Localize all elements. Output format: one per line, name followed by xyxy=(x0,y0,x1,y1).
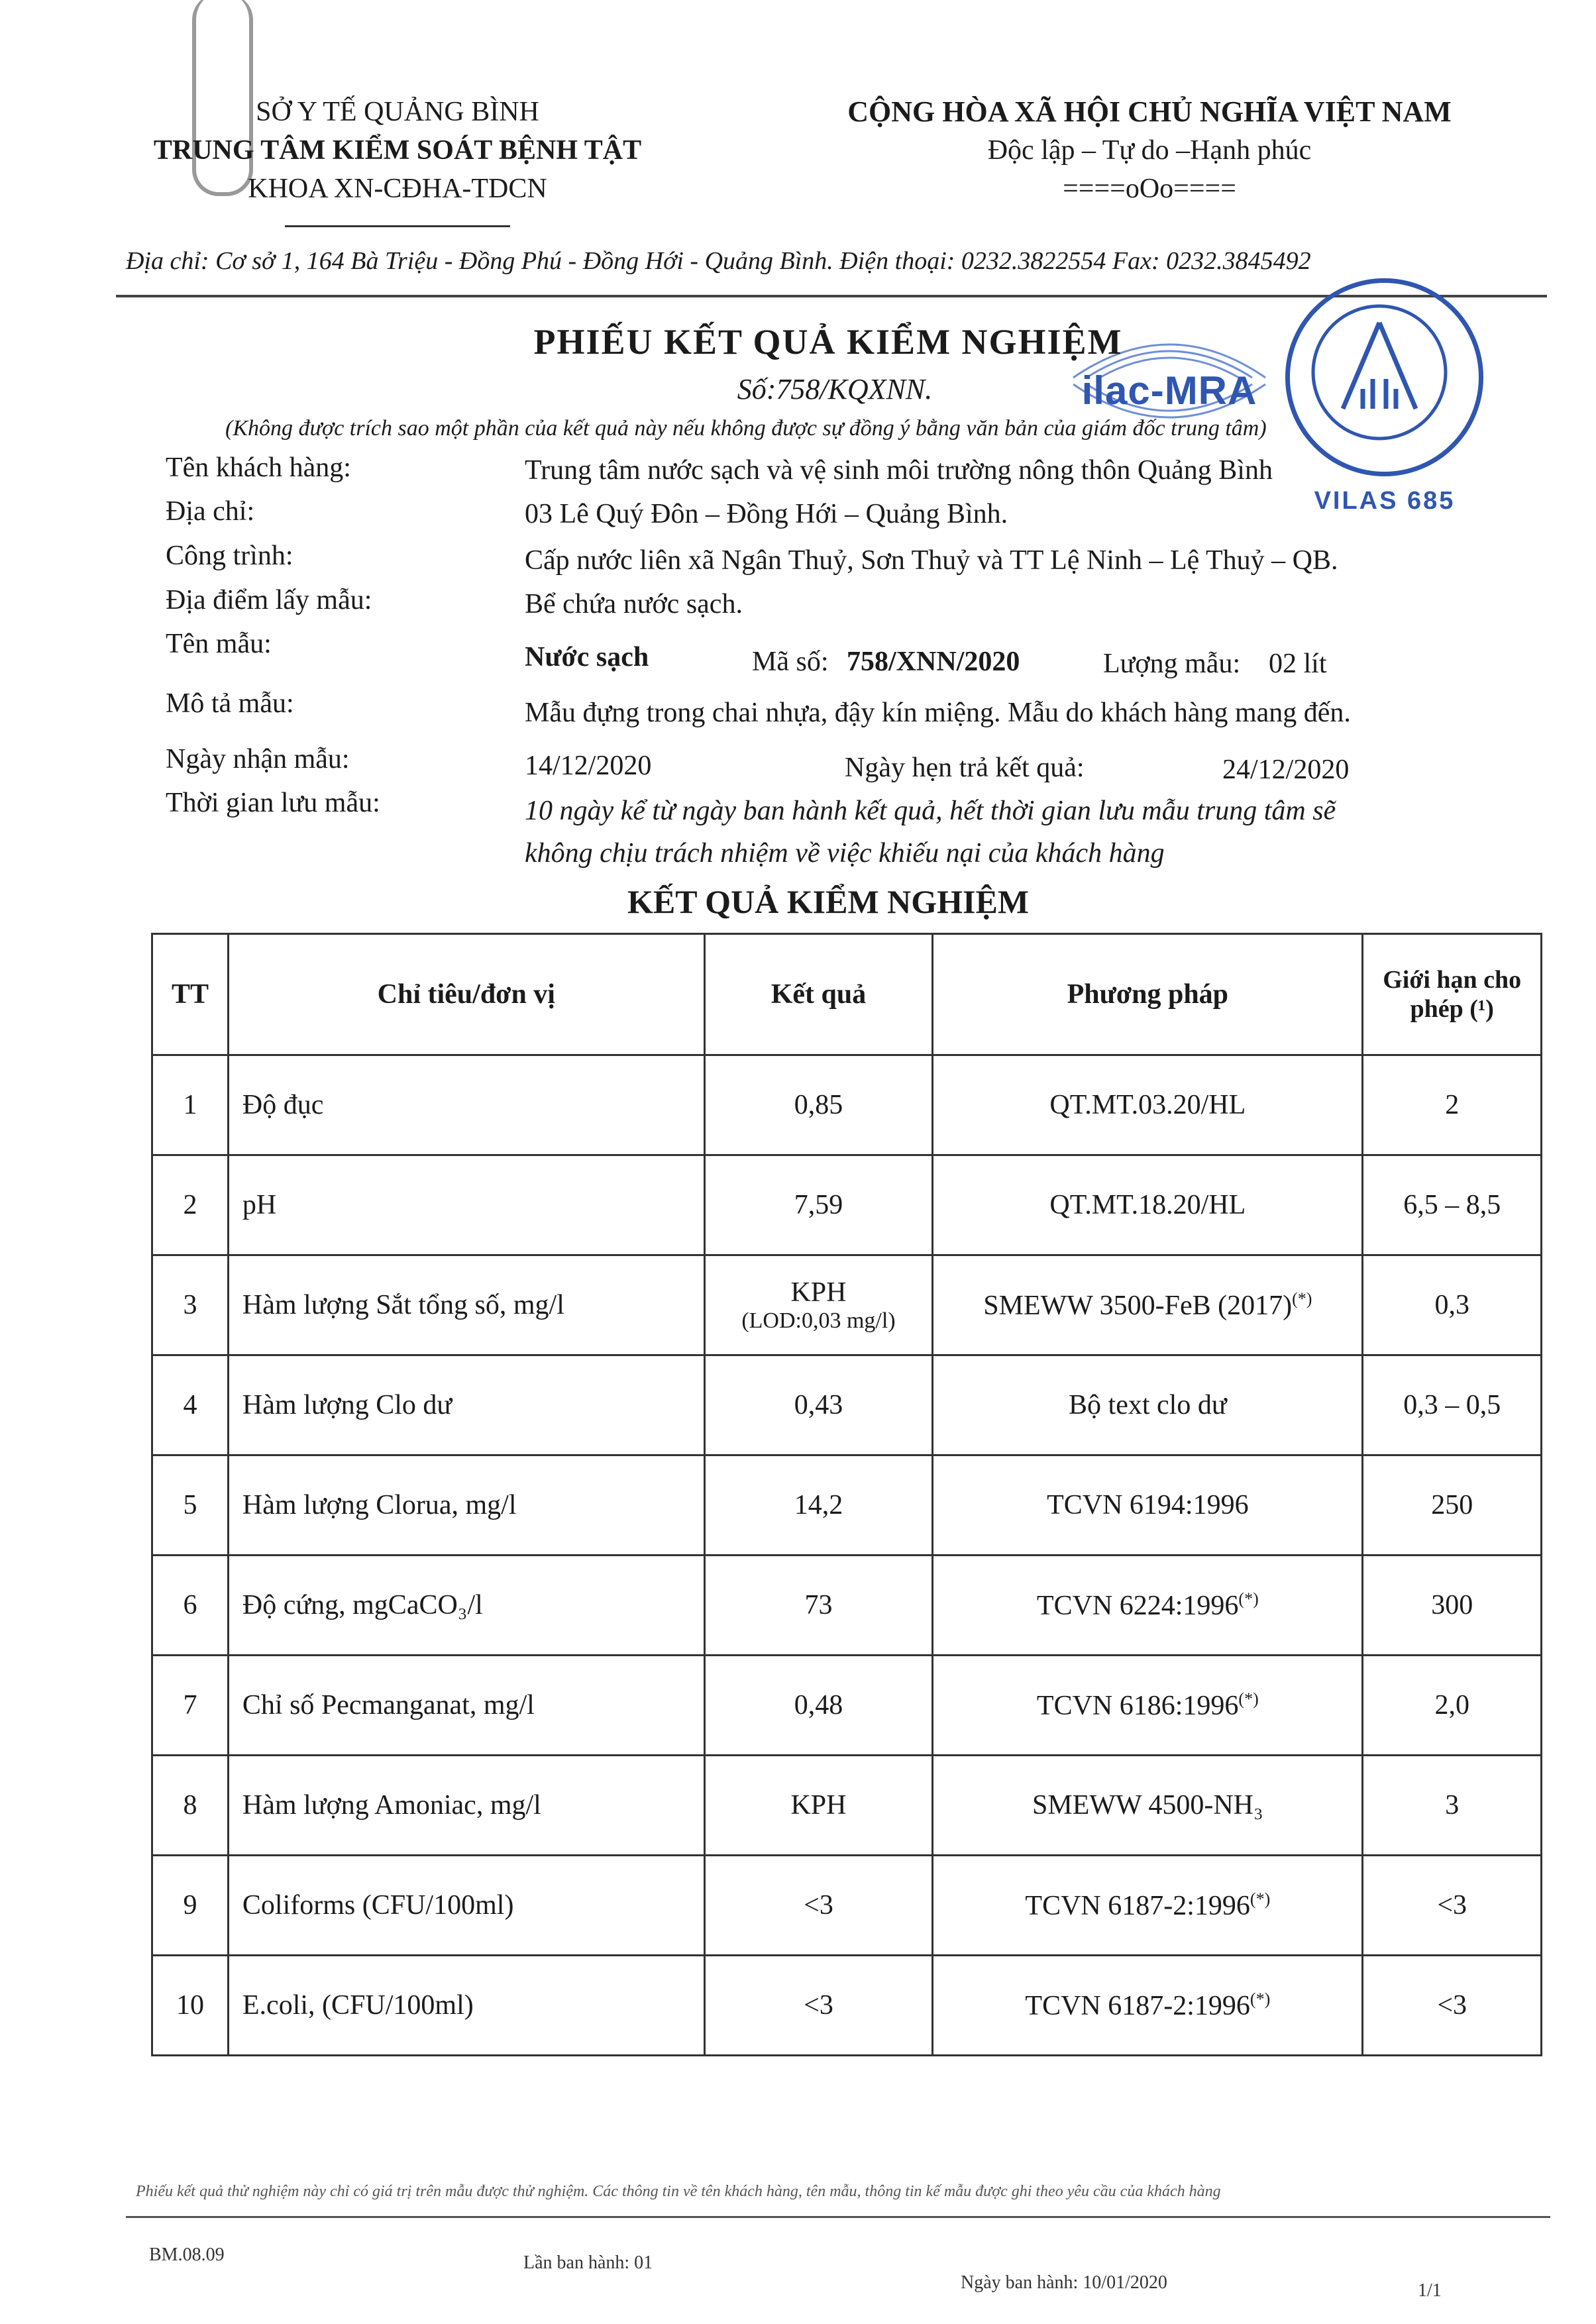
sample-code-label: Mã số: xyxy=(752,647,829,677)
org-department: KHOA XN-CĐHA-TDCN xyxy=(248,174,547,204)
indicator-name: pH xyxy=(242,1190,277,1220)
copy-restriction-note: (Không được trích sao một phần của kết quả này nếu không được sự đồng ý bằng văn bản của giám đốc trung tâm) xyxy=(225,416,1267,441)
limit-value: 6,5 – 8,5 xyxy=(1403,1190,1501,1220)
vilas-code: VILAS 685 xyxy=(1314,487,1456,515)
form-code: BM.08.09 xyxy=(149,2245,225,2265)
table-row xyxy=(152,1956,1542,2056)
indicator-name: Coliforms (CFU/100ml) xyxy=(242,1890,514,1921)
contact-address-line: Địa chỉ: Cơ sở 1, 164 Bà Triệu - Đồng Phú - Đồng Hới - Quảng Bình. Điện thoại: 0232.3822554 Fax: 0232.3845492 xyxy=(126,247,1311,275)
result-value: KPH xyxy=(790,1790,847,1821)
method-accredited-mark: (*) xyxy=(1250,1889,1271,1909)
storage-time-line-2: không chịu trách nhiệm về việc khiếu nại của khách hàng xyxy=(525,838,1165,869)
method-accredited-mark: (*) xyxy=(1238,1589,1259,1609)
limit-value: 0,3 xyxy=(1434,1290,1469,1320)
indicator-name: Chỉ số Pecmanganat, mg/l xyxy=(242,1690,535,1720)
indicator-name: E.coli, (CFU/100ml) xyxy=(242,1990,474,2021)
received-date-value: 14/12/2020 xyxy=(525,751,652,781)
indicator-name: Hàm lượng Amoniac, mg/l xyxy=(242,1790,541,1821)
row-number: 5 xyxy=(183,1490,197,1520)
header-tt: TT xyxy=(152,934,229,1055)
return-date-label: Ngày hẹn trả kết quả: xyxy=(845,753,1085,783)
method-value: TCVN 6186:1996 xyxy=(1036,1690,1239,1721)
row-number: 1 xyxy=(183,1090,197,1120)
organization-header xyxy=(106,93,689,208)
limit-value: 2 xyxy=(1445,1090,1460,1120)
sample-quantity-label: Lượng mẫu: xyxy=(1103,649,1241,679)
project-label: Công trình: xyxy=(166,541,293,571)
org-ministry: SỞ Y TẾ QUẢNG BÌNH xyxy=(256,97,539,127)
method-accredited-mark: (*) xyxy=(1292,1289,1312,1308)
indicator-name: Hàm lượng Clo dư xyxy=(242,1390,452,1420)
table-row xyxy=(152,1355,1542,1455)
issue-number: Lần ban hành: 01 xyxy=(523,2252,653,2273)
limit-value: <3 xyxy=(1437,1990,1467,2021)
nation-title: CỘNG HÒA XÃ HỘI CHỦ NGHĨA VIỆT NAM xyxy=(847,95,1452,128)
table-row xyxy=(152,1055,1542,1155)
row-number: 7 xyxy=(183,1690,197,1720)
return-date-value: 24/12/2020 xyxy=(1222,755,1350,785)
table-header-row xyxy=(152,934,1542,1055)
address-label: Địa chỉ: xyxy=(166,496,255,527)
limit-value: 300 xyxy=(1431,1590,1473,1620)
result-value: 14,2 xyxy=(794,1490,843,1520)
limit-value: <3 xyxy=(1437,1890,1467,1921)
method-accredited-mark: (*) xyxy=(1238,1689,1259,1709)
method-value: Bộ text clo dư xyxy=(1069,1390,1227,1420)
result-value: 0,48 xyxy=(794,1690,843,1720)
result-value: 73 xyxy=(804,1590,833,1620)
row-number: 3 xyxy=(183,1290,197,1320)
customer-label: Tên khách hàng: xyxy=(166,452,351,483)
table-row xyxy=(152,1756,1542,1856)
footer-disclaimer: Phiếu kết quả thử nghiệm này chỉ có giá trị trên mẫu được thử nghiệm. Các thông tin về tên khách hàng, tên mẫu, thông tin kế mẫu được ghi theo yêu cầu của khách hàng xyxy=(136,2183,1221,2200)
sampling-location-label: Địa điểm lấy mẫu: xyxy=(166,585,372,615)
indicator-name: Độ cứng, mgCaCO₃/l xyxy=(242,1590,483,1620)
header-limit: Giới hạn cho phép (¹) xyxy=(1363,934,1542,1055)
accreditation-seal xyxy=(1285,278,1483,476)
result-value: 7,59 xyxy=(794,1190,843,1220)
row-number: 4 xyxy=(183,1390,197,1420)
national-header xyxy=(769,93,1530,208)
table-row xyxy=(152,1255,1542,1355)
header-indicator: Chỉ tiêu/đơn vị xyxy=(228,934,704,1055)
customer-value: Trung tâm nước sạch và vệ sinh môi trường nông thôn Quảng Bình xyxy=(525,455,1273,486)
limit-value: 3 xyxy=(1445,1790,1460,1821)
storage-time-line-1: 10 ngày kể từ ngày ban hành kết quả, hết thời gian lưu mẫu trung tâm sẽ xyxy=(525,796,1336,826)
header-result: Kết quả xyxy=(704,934,933,1055)
method-value: TCVN 6194:1996 xyxy=(1047,1490,1249,1520)
sample-quantity-value: 02 lít xyxy=(1269,649,1327,679)
received-date-label: Ngày nhận mẫu: xyxy=(166,744,350,774)
method-value: TCVN 6187-2:1996 xyxy=(1025,1890,1250,1921)
row-number: 6 xyxy=(183,1590,197,1620)
table-row xyxy=(152,1656,1542,1756)
table-row xyxy=(152,1856,1542,1956)
sample-description-label: Mô tả mẫu: xyxy=(166,688,294,719)
footer-divider xyxy=(126,2216,1550,2218)
method-value: SMEWW 3500-FeB (2017) xyxy=(983,1290,1293,1321)
address-value: 03 Lê Quý Đôn – Đồng Hới – Quảng Bình. xyxy=(525,499,1008,529)
row-number: 9 xyxy=(183,1890,197,1921)
sampling-location-value: Bể chứa nước sạch. xyxy=(525,589,743,619)
table-row xyxy=(152,1556,1542,1656)
result-lod-note: (LOD:0,03 mg/l) xyxy=(741,1308,896,1333)
document-number: Số:758/KQXNN. xyxy=(737,373,933,405)
sample-description-value: Mẫu đựng trong chai nhựa, đậy kín miệng. Mẫu do khách hàng mang đến. xyxy=(525,698,1351,728)
method-value: TCVN 6187-2:1996 xyxy=(1025,1990,1250,2021)
sample-name-label: Tên mẫu: xyxy=(166,629,272,659)
result-value: <3 xyxy=(804,1990,833,2021)
org-underline xyxy=(285,225,510,227)
table-row xyxy=(152,1155,1542,1255)
limit-value: 0,3 – 0,5 xyxy=(1403,1390,1501,1420)
indicator-name: Hàm lượng Sắt tổng số, mg/l xyxy=(242,1290,564,1320)
limit-value: 2,0 xyxy=(1434,1690,1469,1720)
issue-date: Ngày ban hành: 10/01/2020 xyxy=(961,2272,1167,2293)
table-row xyxy=(152,1455,1542,1556)
page-number: 1/1 xyxy=(1418,2280,1442,2301)
ilac-mra-text: ilac-MRA xyxy=(1081,368,1257,413)
indicator-name: Hàm lượng Clorua, mg/l xyxy=(242,1490,517,1520)
result-value: 0,43 xyxy=(794,1390,843,1420)
header-method: Phương pháp xyxy=(933,934,1363,1055)
result-value: 0,85 xyxy=(794,1090,843,1120)
project-value: Cấp nước liên xã Ngân Thuỷ, Sơn Thuỷ và TT Lệ Ninh – Lệ Thuỷ – QB. xyxy=(525,545,1338,576)
results-section-title: KẾT QUẢ KIỂM NGHIỆM xyxy=(627,883,1030,920)
motto: Độc lập – Tự do –Hạnh phúc xyxy=(987,135,1312,166)
method-value: SMEWW 4500-NH₃ xyxy=(1032,1790,1263,1821)
limit-value: 250 xyxy=(1431,1490,1473,1520)
row-number: 10 xyxy=(176,1990,204,2021)
indicator-name: Độ đục xyxy=(242,1090,324,1120)
method-value: TCVN 6224:1996 xyxy=(1036,1590,1239,1621)
results-table xyxy=(151,933,1542,2056)
sample-code-value: 758/XNN/2020 xyxy=(847,647,1020,677)
row-number: 2 xyxy=(183,1190,197,1220)
document-title: PHIẾU KẾT QUẢ KIỂM NGHIỆM xyxy=(533,322,1123,362)
motto-decoration: ====oOo==== xyxy=(1063,174,1236,204)
result-value: <3 xyxy=(804,1890,833,1921)
row-number: 8 xyxy=(183,1790,197,1821)
method-accredited-mark: (*) xyxy=(1250,1989,1271,2009)
method-value: QT.MT.18.20/HL xyxy=(1049,1190,1246,1220)
result-value: KPH xyxy=(790,1277,847,1308)
storage-time-label: Thời gian lưu mẫu: xyxy=(166,788,380,818)
sample-name-value: Nước sạch xyxy=(525,642,649,672)
method-value: QT.MT.03.20/HL xyxy=(1049,1090,1246,1120)
org-center: TRUNG TÂM KIỂM SOÁT BỆNH TẬT xyxy=(153,135,642,166)
